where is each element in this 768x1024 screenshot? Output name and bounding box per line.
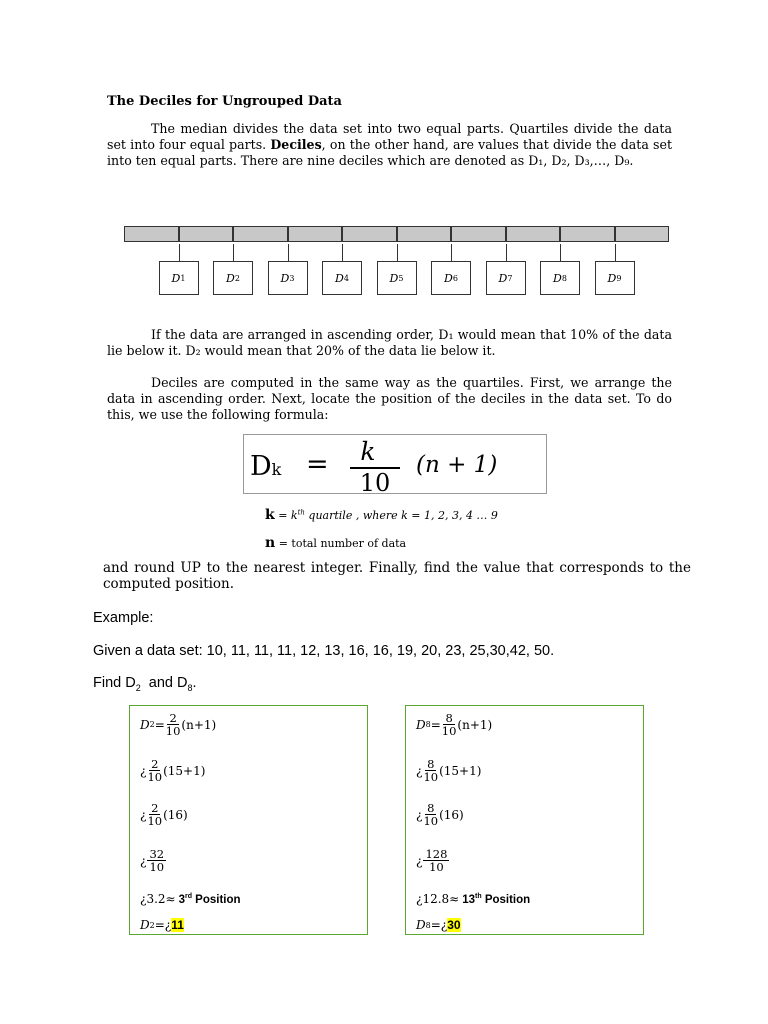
decile-box-d7: D 7	[486, 261, 526, 295]
d2-step4: ¿ $\frac{32}{10}$	[140, 847, 165, 874]
formula-equals: =	[306, 449, 329, 480]
decile-connector	[288, 244, 289, 261]
decile-segment	[288, 226, 343, 242]
ascending-order-paragraph	[107, 327, 672, 359]
formula-rhs: (n + 1)	[416, 452, 498, 478]
decile-box-d3: D 3	[268, 261, 308, 295]
d8-answer: 30	[447, 918, 461, 932]
decile-connector	[506, 244, 507, 261]
d8-step4: ¿ $\frac{128}{10}$	[416, 847, 448, 874]
decile-connector	[342, 244, 343, 261]
decile-box-d2: D 2	[213, 261, 253, 295]
decile-box-d8: D 8	[540, 261, 580, 295]
find-instruction: Find $D_2$ and $D_8$.	[93, 675, 197, 693]
example-label: Example:	[93, 610, 154, 626]
computation-paragraph	[107, 375, 672, 423]
d8-step2: ¿ $\frac{8}{10}$ (15+1)	[416, 757, 482, 784]
d8-calculation-box	[405, 705, 644, 935]
given-data-set: Given a data set: 10, 11, 11, 11, 12, 13, 16, 16, 19, 20, 23, 25,30,42, 50.	[93, 643, 555, 659]
decile-segment	[451, 226, 506, 242]
decile-segment	[615, 226, 670, 242]
paragraph2-text: If the data are arranged in ascending order, D₁ would mean that 10% of the data lie below it. D₂ would mean that 20% of the data lie below it.	[107, 327, 672, 358]
decile-box-d5: D 5	[377, 261, 417, 295]
decile-box-d6: D 6	[431, 261, 471, 295]
d2-position: ¿ 3.2≈ 3rd Position	[140, 892, 241, 906]
definition-n: n = total number of data	[265, 535, 407, 551]
decile-connector	[179, 244, 180, 261]
d8-position: ¿ 12.8≈ 13th Position	[416, 892, 531, 906]
decile-connector	[560, 244, 561, 261]
formula-lhs: Dk	[250, 451, 282, 482]
decile-connector	[615, 244, 616, 261]
d8-result: D 8 =¿ 30	[416, 918, 461, 932]
intro-paragraph	[107, 121, 672, 169]
rounding-paragraph: and round UP to the nearest integer. Finally, find the value that corresponds to the computed position.	[103, 560, 691, 592]
decile-box-d1: D 1	[159, 261, 199, 295]
definition-k: $k = k^{th}$ quartile , where k = 1, 2, 3, 4 … 9	[265, 507, 498, 523]
formula-numerator: k	[360, 437, 376, 466]
decile-segment	[179, 226, 234, 242]
decile-connector	[233, 244, 234, 261]
d2-step2: ¿ $\frac{2}{10}$ (15+1)	[140, 757, 206, 784]
decile-connector	[397, 244, 398, 261]
decile-box-d9: D 9	[595, 261, 635, 295]
deciles-strip	[124, 226, 669, 244]
d8-step3: ¿ $\frac{8}{10}$ (16)	[416, 801, 464, 828]
decile-segment	[233, 226, 288, 242]
intro-text-rest: , on the other hand, are values that divide the data set into ten equal parts. There are nine deciles which are denoted as D₁, D₂, D₃,…, D₉.	[107, 137, 672, 168]
decile-formula	[243, 434, 547, 497]
decile-segment	[506, 226, 561, 242]
decile-connector	[451, 244, 452, 261]
d2-calculation-box	[129, 705, 368, 935]
decile-segment	[397, 226, 452, 242]
paragraph3-text: Deciles are computed in the same way as the quartiles. First, we arrange the data in ascending order. Next, locate the position of the deciles in the data set. To do this, we use the following formula:	[107, 375, 672, 422]
decile-segment	[342, 226, 397, 242]
decile-box-d4: D 4	[322, 261, 362, 295]
decile-segment	[560, 226, 615, 242]
intro-text: The median divides the data set into two equal parts. Quartiles divide the data set into four equal parts.	[107, 121, 672, 152]
formula-denominator: 10	[359, 469, 391, 497]
section-heading: The Deciles for Ungrouped Data	[107, 94, 342, 109]
d8-step1: D 8 = $\frac{8}{10}$ (n+1)	[416, 711, 493, 738]
d2-result: D 2 =¿ 11	[140, 918, 184, 932]
d2-step3: ¿ $\frac{2}{10}$ (16)	[140, 801, 188, 828]
d2-answer: 11	[171, 918, 184, 932]
deciles-term: Deciles	[270, 137, 322, 152]
decile-segment	[124, 226, 179, 242]
d2-step1: D 2 = $\frac{2}{10}$ (n+1)	[140, 711, 217, 738]
